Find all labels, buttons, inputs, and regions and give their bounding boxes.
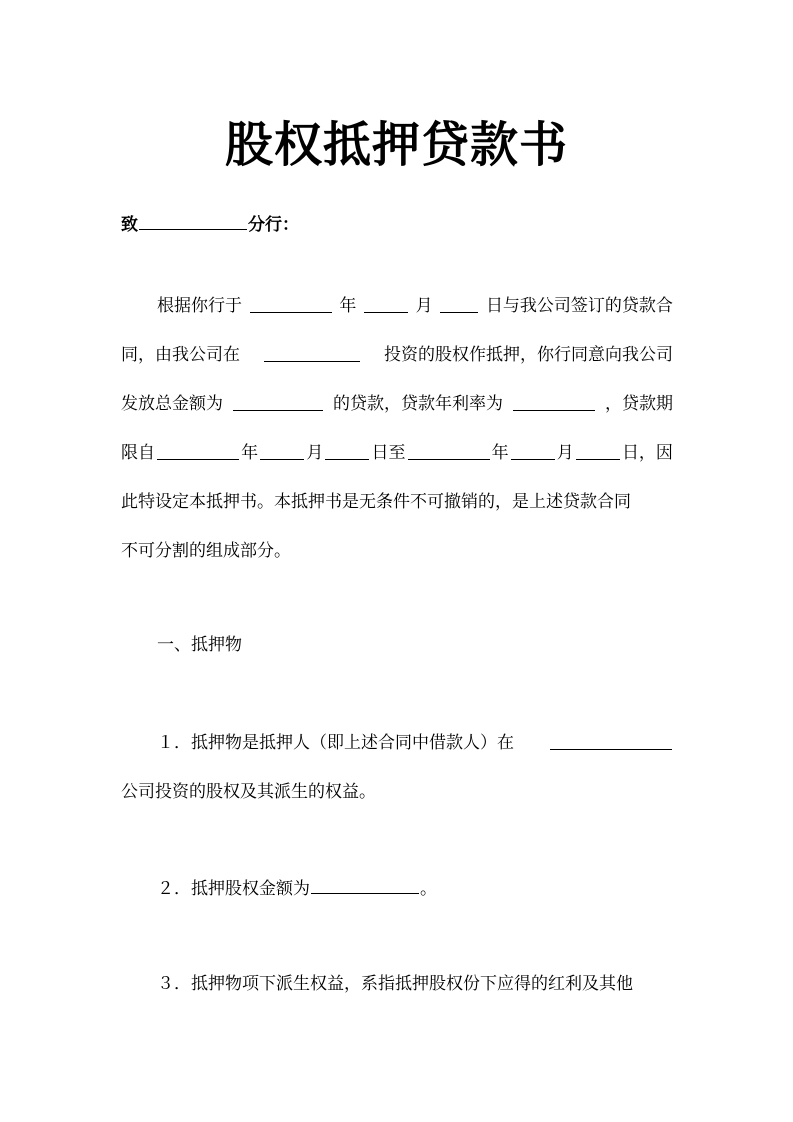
month-blank bbox=[364, 294, 408, 313]
company-blank bbox=[264, 343, 360, 362]
intro-text: 限自 bbox=[121, 443, 155, 463]
document-title: 股权抵押贷款书 bbox=[224, 117, 568, 173]
intro-line-5: 此特设定本抵押书。本抵押书是无条件不可撤销的，是上述贷款合同 bbox=[121, 492, 631, 512]
item-text: 。 bbox=[420, 879, 437, 899]
day-blank bbox=[440, 294, 478, 313]
intro-text: 投资的股权作抵押，你行同意向我公司 bbox=[384, 345, 673, 365]
amount-blank bbox=[233, 392, 323, 411]
start-month-blank bbox=[260, 441, 304, 460]
salutation bbox=[121, 211, 299, 237]
intro-text: 年 bbox=[491, 443, 509, 463]
intro-text: 同，由我公司在 bbox=[121, 345, 240, 365]
branch-blank bbox=[139, 211, 247, 230]
salutation-prefix: 致 bbox=[121, 215, 138, 235]
rate-blank bbox=[513, 392, 595, 411]
intro-text: 发放总金额为 bbox=[121, 394, 223, 414]
end-month-blank bbox=[511, 441, 555, 460]
item1-line-2: 公司投资的股权及其派生的权益。 bbox=[121, 782, 376, 802]
item1-line-1 bbox=[121, 731, 673, 755]
intro-text: 日与我公司签订的贷款合 bbox=[485, 296, 673, 316]
intro-text: 月 bbox=[556, 443, 574, 463]
pledged-amount-blank bbox=[311, 875, 419, 894]
item-text: ２．抵押股权金额为 bbox=[157, 879, 310, 899]
intro-line-1 bbox=[121, 294, 673, 318]
intro-line-6: 不可分割的组成部分。 bbox=[121, 541, 291, 561]
intro-line-2 bbox=[121, 343, 673, 367]
salutation-suffix: 分行： bbox=[248, 215, 299, 235]
intro-text: ，贷款期 bbox=[605, 394, 673, 414]
end-year-blank bbox=[408, 441, 490, 460]
intro-text: 年 bbox=[241, 443, 259, 463]
start-year-blank bbox=[157, 441, 239, 460]
item3-line-1: ３．抵押物项下派生权益，系指抵押股权份下应得的红利及其他 bbox=[157, 974, 633, 994]
intro-text: 日至 bbox=[371, 443, 406, 463]
intro-text: 年 bbox=[339, 296, 357, 316]
item2-line bbox=[157, 875, 437, 901]
section-heading: 一、抵押物 bbox=[157, 635, 242, 655]
intro-text: 日，因 bbox=[621, 443, 673, 463]
intro-line-3 bbox=[121, 392, 673, 416]
intro-text: 的贷款，贷款年利率为 bbox=[333, 394, 503, 414]
end-day-blank bbox=[576, 441, 620, 460]
intro-line-4 bbox=[121, 441, 673, 465]
intro-text: 月 bbox=[415, 296, 433, 316]
intro-text: 根据你行于 bbox=[157, 296, 242, 316]
item-text: １．抵押物是抵押人（即上述合同中借款人）在 bbox=[157, 733, 514, 753]
year-blank bbox=[250, 294, 332, 313]
intro-text: 月 bbox=[306, 443, 324, 463]
start-day-blank bbox=[325, 441, 369, 460]
investee-company-blank bbox=[550, 731, 672, 750]
